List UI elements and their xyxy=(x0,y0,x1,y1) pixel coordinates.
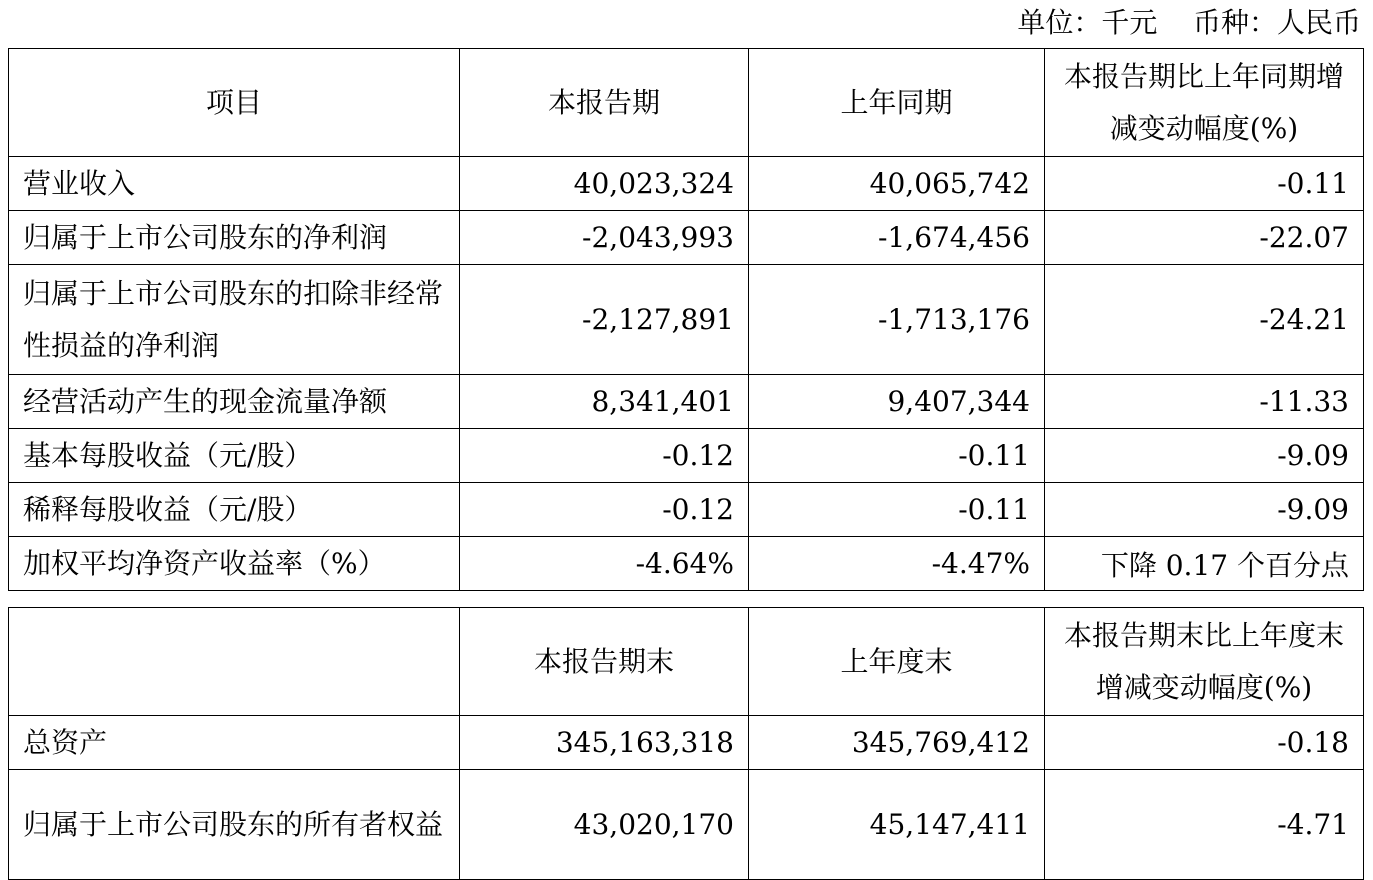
change-value: -22.07 xyxy=(1045,211,1364,265)
header-prior-period: 上年同期 xyxy=(749,49,1045,157)
current-value: -0.12 xyxy=(460,483,749,537)
unit-currency-note: 单位：千元 币种：人民币 xyxy=(1017,6,1361,39)
header-change-pct: 本报告期末比上年度末增减变动幅度(%) xyxy=(1045,608,1364,716)
prior-value: -0.11 xyxy=(749,429,1045,483)
period-results-table xyxy=(8,48,1364,591)
table-row xyxy=(9,483,1364,537)
row-label: 稀释每股收益（元/股） xyxy=(9,483,460,537)
current-value: -0.12 xyxy=(460,429,749,483)
prior-value: -4.47% xyxy=(749,537,1045,591)
row-label: 经营活动产生的现金流量净额 xyxy=(9,375,460,429)
current-value: -4.64% xyxy=(460,537,749,591)
table-row xyxy=(9,375,1364,429)
header-item: 项目 xyxy=(9,49,460,157)
change-value: -11.33 xyxy=(1045,375,1364,429)
change-value: 下降 0.17 个百分点 xyxy=(1045,537,1364,591)
change-value: -4.71 xyxy=(1045,770,1364,880)
current-value: -2,127,891 xyxy=(460,265,749,375)
change-value: -24.21 xyxy=(1045,265,1364,375)
prior-value: 9,407,344 xyxy=(749,375,1045,429)
prior-value: -0.11 xyxy=(749,483,1045,537)
header-current-period: 本报告期 xyxy=(460,49,749,157)
current-value: 40,023,324 xyxy=(460,157,749,211)
table-header-row xyxy=(9,608,1364,716)
row-label: 加权平均净资产收益率（%） xyxy=(9,537,460,591)
header-change-pct: 本报告期比上年同期增减变动幅度(%) xyxy=(1045,49,1364,157)
table-header-row xyxy=(9,49,1364,157)
header-item xyxy=(9,608,460,716)
current-value: -2,043,993 xyxy=(460,211,749,265)
header-prior-year-end: 上年度末 xyxy=(749,608,1045,716)
table-row xyxy=(9,429,1364,483)
row-label: 归属于上市公司股东的扣除非经常性损益的净利润 xyxy=(9,265,460,375)
prior-value: 45,147,411 xyxy=(749,770,1045,880)
change-value: -9.09 xyxy=(1045,429,1364,483)
table-row xyxy=(9,211,1364,265)
row-label: 基本每股收益（元/股） xyxy=(9,429,460,483)
change-value: -0.11 xyxy=(1045,157,1364,211)
current-value: 8,341,401 xyxy=(460,375,749,429)
table-row xyxy=(9,716,1364,770)
row-label: 总资产 xyxy=(9,716,460,770)
table-row xyxy=(9,537,1364,591)
row-label: 归属于上市公司股东的所有者权益 xyxy=(9,770,460,880)
change-value: -0.18 xyxy=(1045,716,1364,770)
current-value: 345,163,318 xyxy=(460,716,749,770)
row-label: 营业收入 xyxy=(9,157,460,211)
prior-value: 345,769,412 xyxy=(749,716,1045,770)
period-end-balances-table xyxy=(8,607,1364,880)
table-row xyxy=(9,157,1364,211)
table-row xyxy=(9,770,1364,880)
current-value: 43,020,170 xyxy=(460,770,749,880)
table-row xyxy=(9,265,1364,375)
row-label: 归属于上市公司股东的净利润 xyxy=(9,211,460,265)
prior-value: -1,674,456 xyxy=(749,211,1045,265)
header-current-period-end: 本报告期末 xyxy=(460,608,749,716)
prior-value: -1,713,176 xyxy=(749,265,1045,375)
prior-value: 40,065,742 xyxy=(749,157,1045,211)
change-value: -9.09 xyxy=(1045,483,1364,537)
